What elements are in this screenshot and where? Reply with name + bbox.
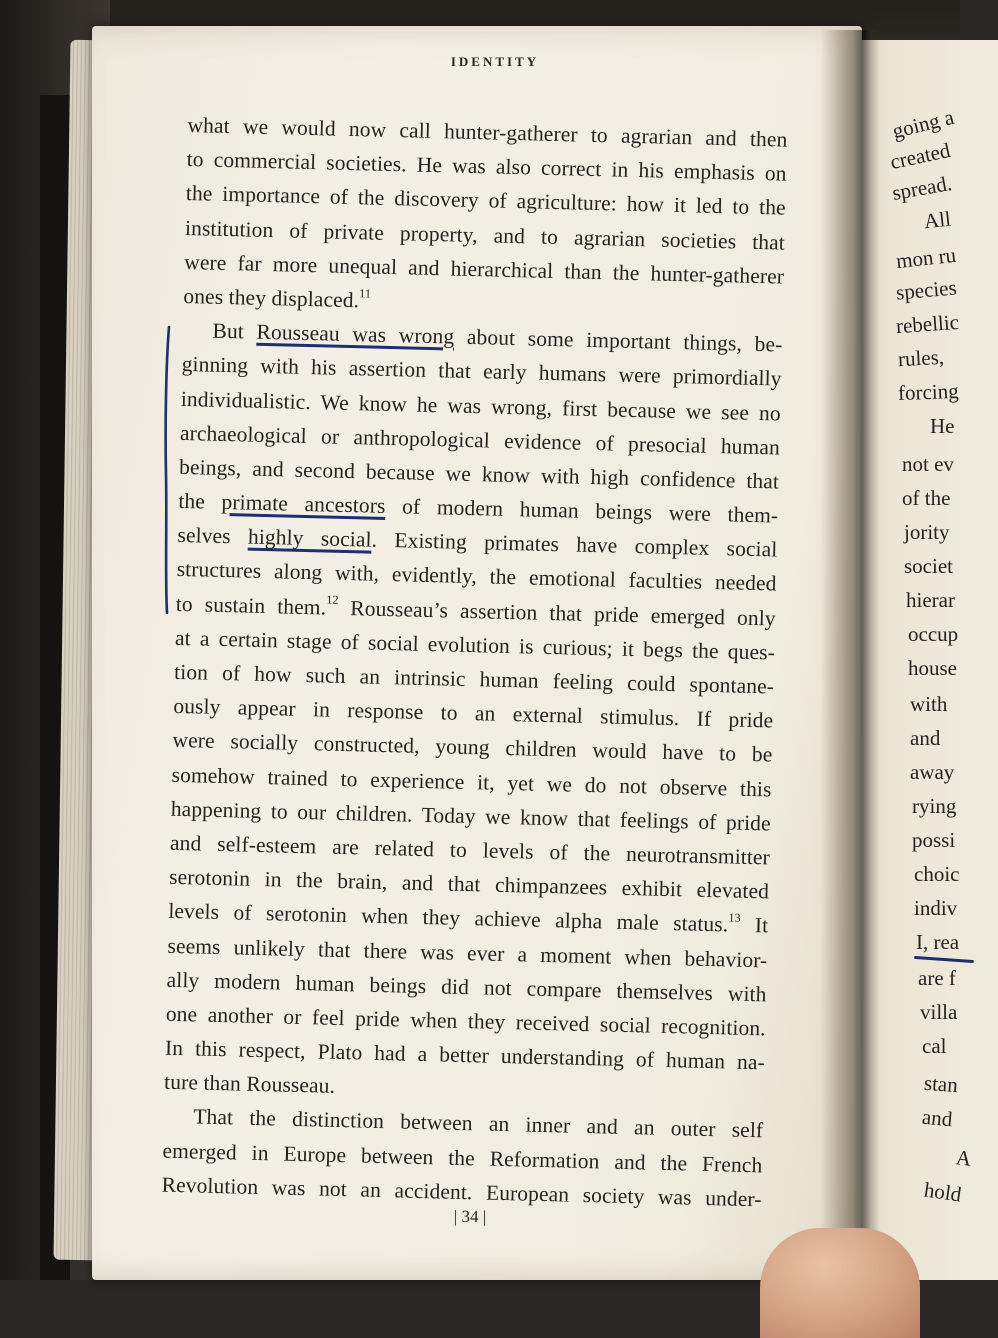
underlined-phrase: Rousseau was wrong	[256, 319, 455, 349]
text-line: ously appear in response to an external stimulus. If pride	[173, 694, 774, 733]
book-gutter	[820, 30, 880, 1280]
text-line: what we would now call hunter-gatherer to agrarian and then	[187, 112, 788, 152]
right-fragment: I, rea	[916, 930, 960, 954]
right-fragment: A	[954, 1145, 973, 1171]
right-fragment: house	[908, 656, 957, 680]
text-line: at a certain stage of social evolution is curious; it begs the ques-	[174, 625, 776, 665]
right-fragment: with	[910, 692, 948, 716]
underlined-phrase: primate ancestors	[221, 490, 386, 519]
margin-bracket-mark	[160, 325, 174, 615]
text-line: That the distinction between an inner and an outer self	[193, 1104, 764, 1143]
right-fragment: He	[930, 414, 955, 438]
text-span: to sustain them.	[175, 591, 327, 620]
right-fragment: rying	[912, 794, 957, 818]
text-line: ture than Rousseau.	[163, 1069, 336, 1099]
right-fragment: mon ru	[894, 242, 958, 274]
text-line: beings, and second because we know with high confidence that	[178, 454, 780, 494]
text-span: of modern human beings were them-	[385, 494, 779, 528]
text-span: ones they displaced.	[183, 283, 360, 313]
right-fragment: stan	[923, 1070, 959, 1098]
text-span: . Existing primates have complex social	[371, 527, 778, 562]
text-line: serotonin in the brain, and that chimpanzees exhibit elevated	[168, 864, 770, 904]
text-line: tion of how such an intrinsic human feeling could spontane-	[173, 659, 775, 699]
text-line: In this respect, Plato had a better understanding of human na-	[164, 1035, 766, 1075]
right-fragment: cal	[922, 1034, 947, 1058]
text-line: the importance of the discovery of agriculture: how it led to the	[185, 181, 787, 221]
text-span: It	[740, 913, 769, 938]
text-line: emerged in Europe between the Reformation and the French	[162, 1138, 763, 1177]
right-fragment: away	[910, 760, 955, 784]
text-line: individualistic. We know he was wrong, first because we see no	[180, 386, 782, 426]
right-fragment: jority	[904, 520, 950, 544]
body-text	[161, 108, 788, 1216]
text-span: selves	[177, 523, 249, 549]
text-line: were socially constructed, young children would have to be	[172, 728, 773, 767]
right-fragment: and	[910, 726, 941, 750]
right-fragment: choic	[914, 862, 960, 886]
text-span: But	[212, 318, 257, 344]
text-line: happening to our children. Today we know that feelings of pride	[170, 796, 771, 836]
footnote-ref: 11	[359, 286, 372, 301]
text-line: to commercial societies. He was also correct in his emphasis on	[186, 147, 787, 186]
running-header: IDENTITY	[450, 54, 540, 69]
thumb	[760, 1228, 920, 1338]
right-fragment: indiv	[914, 896, 958, 920]
right-fragment: villa	[920, 1000, 958, 1024]
right-fragment: rebellic	[895, 309, 960, 339]
text-line: ally modern human beings did not compare themselves with	[166, 967, 767, 1007]
text-line: one another or feel pride when they received social recognition.	[165, 1001, 766, 1041]
right-fragment: and	[921, 1104, 954, 1132]
right-fragment: going a	[889, 104, 957, 144]
text-line: were far more unequal and hierarchical than the hunter-gatherer	[183, 249, 785, 289]
right-fragment: All	[922, 206, 952, 234]
right-fragment: societ	[904, 554, 953, 578]
text-line: Revolution was not an accident. European society was under-	[161, 1172, 762, 1212]
text-span: about some important things, be-	[453, 324, 783, 357]
right-fragment: are f	[918, 966, 956, 990]
right-fragment: spread.	[890, 170, 954, 206]
text-span: Rousseau’s assertion that pride emerged only	[338, 595, 777, 631]
right-fragment: not ev	[902, 452, 954, 476]
text-span: levels of serotonin when they achieve alpha male status.	[168, 899, 729, 937]
text-line: ginning with his assertion that early humans were primordially	[181, 352, 782, 391]
text-line: and self-esteem are related to levels of the neurotransmitter	[169, 830, 771, 870]
right-fragment: forcing	[897, 378, 960, 406]
footnote-ref: 13	[728, 910, 741, 925]
text-span: the	[178, 488, 222, 514]
right-fragment: of the	[902, 486, 951, 510]
text-line: archaeological or anthropological evidence of presocial human	[179, 420, 781, 460]
right-fragment: hierar	[906, 588, 955, 612]
right-fragment: species	[895, 275, 958, 305]
right-fragment: hold	[922, 1177, 963, 1207]
footnote-ref: 12	[326, 592, 339, 608]
text-line: institution of private property, and to agrarian societies that	[184, 215, 786, 255]
text-line: somehow trained to experience it, yet we do not observe this	[171, 762, 772, 802]
right-fragment: rules,	[897, 344, 945, 372]
page-number: | 34 |	[453, 1206, 487, 1227]
right-fragment: possi	[912, 828, 956, 852]
underlined-phrase: highly social	[247, 524, 372, 552]
right-fragment: occup	[908, 622, 959, 646]
text-line: seems unlikely that there was ever a moment when behavior-	[167, 933, 768, 972]
right-fragment: created	[888, 137, 953, 175]
text-line: structures along with, evidently, the emotional faculties needed	[176, 557, 777, 596]
